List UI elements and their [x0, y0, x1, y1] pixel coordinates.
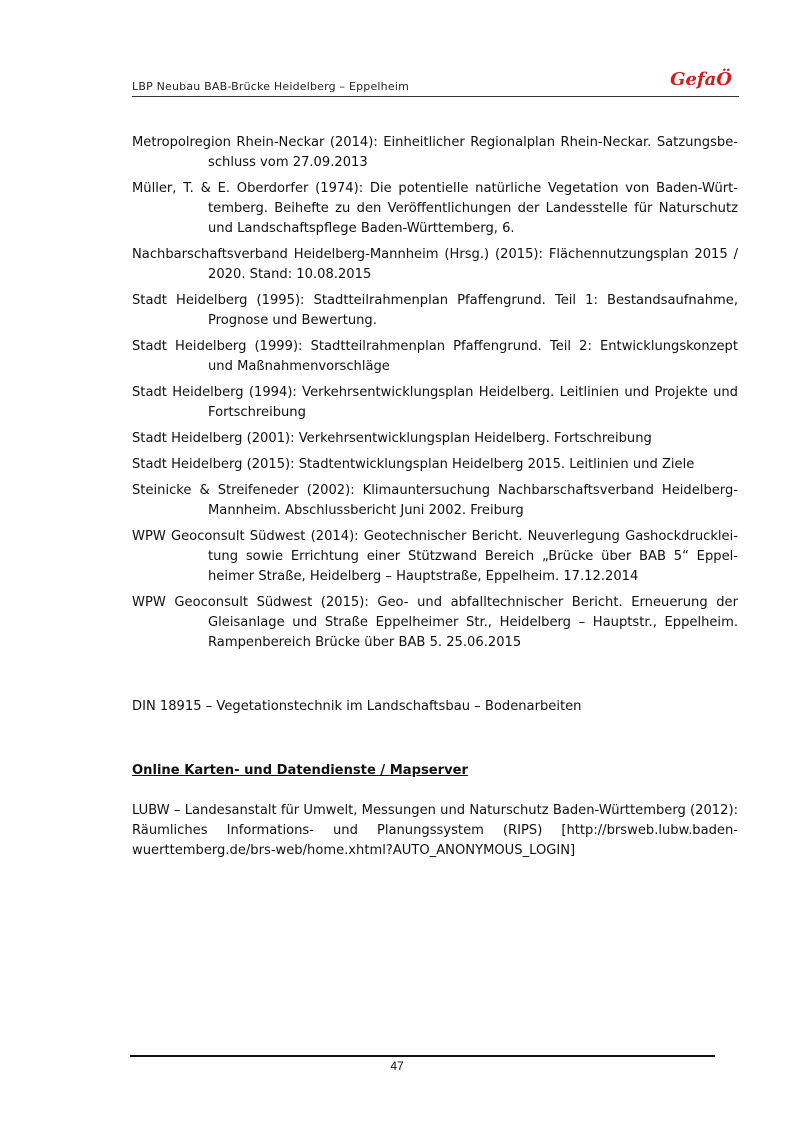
reference-entry: Stadt Heidelberg (2015): Stadtentwicklungsplan Heidelberg 2015. Leitlinien und Ziele	[132, 457, 695, 472]
reference-entry: Stadt Heidelberg (2001): Verkehrsentwicklungsplan Heidelberg. Fortschreibung	[132, 431, 652, 446]
footer-divider	[130, 1055, 715, 1057]
bibliography-content	[132, 133, 738, 861]
gefaoe-logo: GefaÖ	[670, 69, 732, 90]
reference-entry: WPW Geoconsult Südwest (2014): Geotechnischer Bericht. Neuverlegung Gashockdruckleitung sowie Errichtung einer Stützwand Bereich „Brücke über BAB 5“ Eppelheimer Straße, Heidelberg – Hauptstraße, Eppelheim. 17.12.2014	[132, 529, 738, 584]
reference-entry: WPW Geoconsult Südwest (2015): Geo- und abfalltechnischer Bericht. Erneuerung der Gleisanlage und Straße Eppelheimer Str., Heidelberg – Hauptstr., Eppelheim. Rampenbereich Brücke über BAB 5. 25.06.2015	[132, 595, 738, 650]
header-divider	[132, 96, 739, 97]
reference-entry: Metropolregion Rhein-Neckar (2014): Einheitlicher Regionalplan Rhein-Neckar. Satzungsbeschluss vom 27.09.2013	[132, 135, 738, 170]
reference-entry: Stadt Heidelberg (1999): Stadtteilrahmenplan Pfaffengrund. Teil 2: Entwicklungskonzept und Maßnahmenvorschläge	[132, 339, 738, 374]
reference-entry: Steinicke & Streifeneder (2002): Klimauntersuchung Nachbarschaftsverband Heidelberg-Mannheim. Abschlussbericht Juni 2002. Freiburg	[132, 483, 738, 518]
online-reference-entry: LUBW – Landesanstalt für Umwelt, Messungen und Naturschutz Baden-Württemberg (2012): Räumliches Informations- und Planungssystem (RIPS) [http://brsweb.lubw.baden-wuerttemberg.de/brs-web/home.xhtml?AUTO_ANONYMOUS_LOGIN]	[132, 803, 738, 858]
reference-entry: Stadt Heidelberg (1994): Verkehrsentwicklungsplan Heidelberg. Leitlinien und Projekte und Fortschreibung	[132, 385, 738, 420]
din-standard-entry: DIN 18915 – Vegetationstechnik im Landschaftsbau – Bodenarbeiten	[132, 699, 582, 714]
reference-entry: Müller, T. & E. Oberdorfer (1974): Die potentielle natürliche Vegetation von Baden-Württemberg. Beihefte zu den Veröffentlichungen der Landesstelle für Naturschutz und Landschaftspflege Baden-Württemberg, 6.	[132, 181, 738, 236]
running-header-title: LBP Neubau BAB-Brücke Heidelberg – Eppelheim	[132, 80, 409, 93]
reference-entry: Stadt Heidelberg (1995): Stadtteilrahmenplan Pfaffengrund. Teil 1: Bestandsaufnahme, Prognose und Bewertung.	[132, 293, 738, 328]
reference-entry: Nachbarschaftsverband Heidelberg-Mannheim (Hrsg.) (2015): Flächennutzungsplan 2015 / 2020. Stand: 10.08.2015	[132, 247, 738, 282]
page-number: 47	[390, 1059, 404, 1073]
online-services-heading: Online Karten- und Datendienste / Mapserver	[132, 763, 468, 778]
